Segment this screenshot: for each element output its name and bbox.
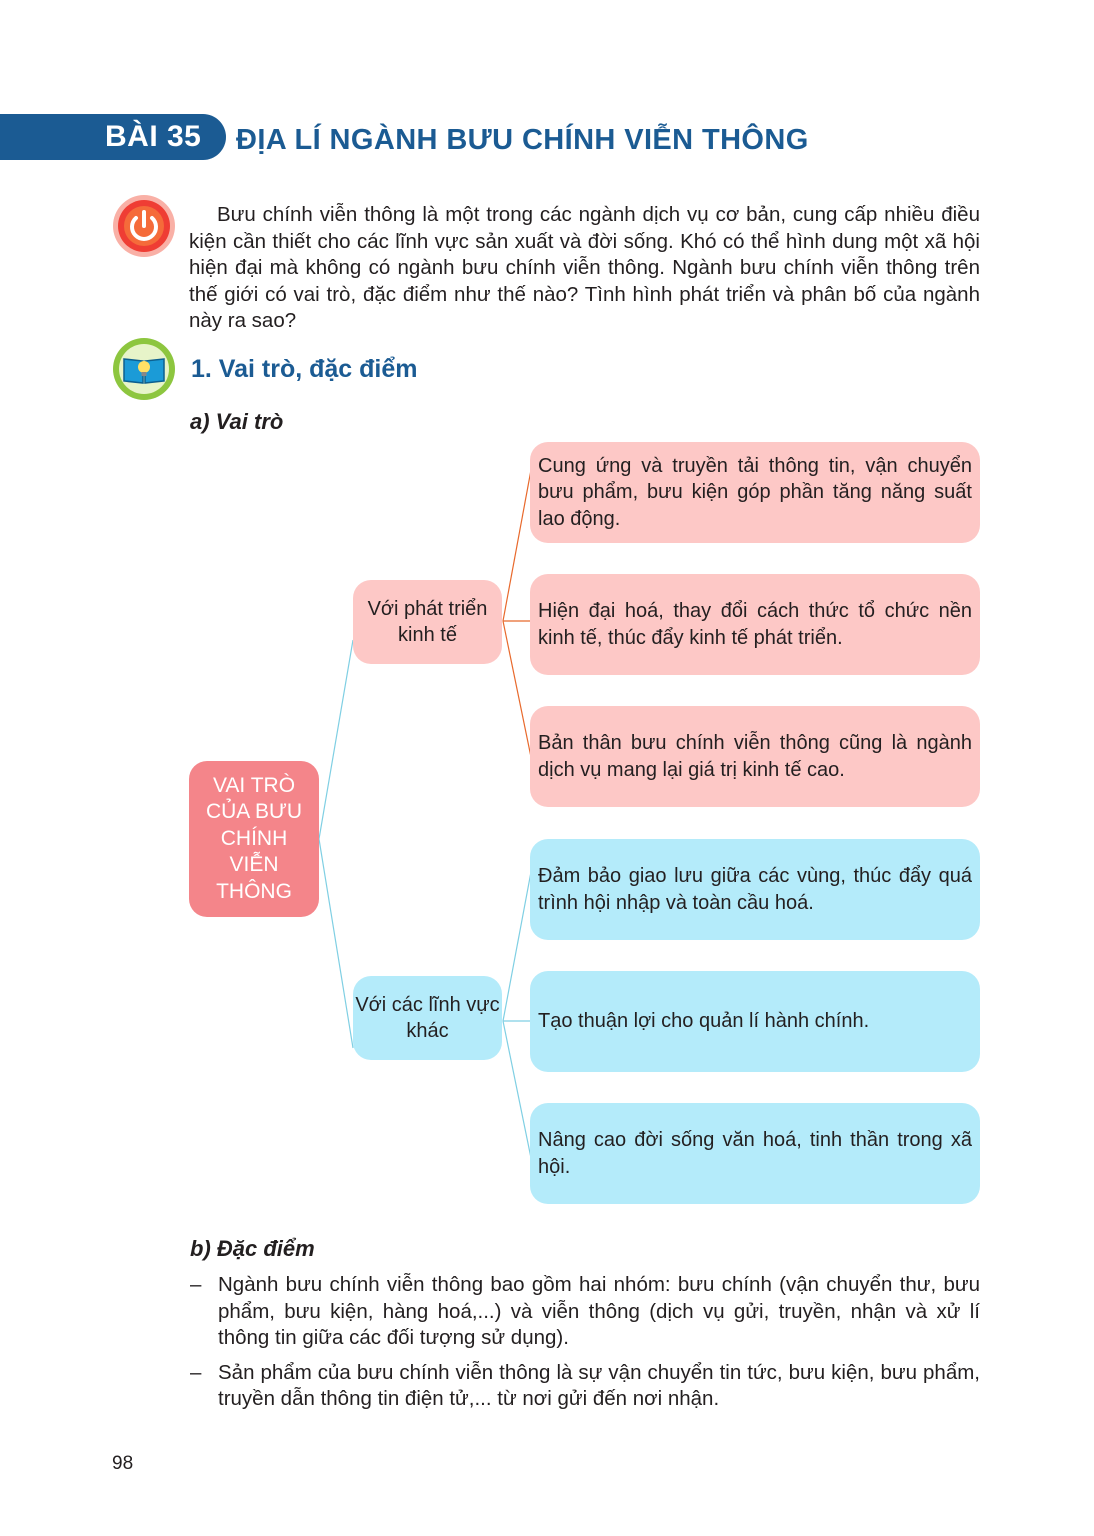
- mindmap-branch-economic: [353, 580, 502, 664]
- mindmap-root: [189, 761, 319, 917]
- econ-item-3-text: Bản thân bưu chính viễn thông cũng là ngành dịch vụ mang lại giá trị kinh tế cao.: [538, 732, 972, 781]
- econ-item-1-text: Cung ứng và truyền tải thông tin, vận chuyển bưu phẩm, bưu kiện góp phần tăng năng suất lao động.: [538, 454, 972, 530]
- connector-root-economic: [319, 640, 353, 839]
- page-number: 98: [112, 1453, 134, 1474]
- characteristic-item: – Ngành bưu chính viễn thông bao gồm hai nhóm: bưu chính (vận chuyển thư, bưu phẩm, bưu kiện, hàng hoá,...) và viễn thông (dịch vụ gửi, truyền, nhận và xử lí thông tin giữa các đối tượng sử dụng).: [190, 1272, 980, 1352]
- sub-heading-characteristics: b) Đặc điểm: [190, 1236, 315, 1261]
- lesson-label: BÀI 35: [105, 120, 202, 153]
- econ-item-2-text: Hiện đại hoá, thay đổi cách thức tổ chức nền kinh tế, thúc đẩy kinh tế phát triển.: [538, 600, 972, 649]
- intro-paragraph: Bưu chính viễn thông là một trong các ngành dịch vụ cơ bản, cung cấp nhiều điều kiện cần thiết cho các lĩnh vực sản xuất và đời sống. Khó có thể hình dung một xã hội hiện đại mà không có ngành bưu chính viễn thông. Ngành bưu chính viễn thông trên thế giới có vai trò, đặc điểm như thế nào? Tình hình phát triển và phân bố của ngành này ra sao?: [189, 203, 980, 332]
- econ-item-3: [530, 706, 980, 807]
- sub-heading-role: a) Vai trò: [190, 409, 284, 434]
- connector-other-3: [503, 1021, 531, 1158]
- connector-econ-1: [503, 470, 531, 621]
- other-item-1: [530, 839, 980, 940]
- section-heading: 1. Vai trò, đặc điểm: [191, 355, 418, 383]
- econ-item-2: [530, 574, 980, 675]
- characteristic-item: – Sản phẩm của bưu chính viễn thông là sự vận chuyển tin tức, bưu kiện, bưu phẩm, truyền dẫn thông tin điện tử,... từ nơi gửi đến nơi nhận.: [190, 1360, 980, 1413]
- other-item-2-text: Tạo thuận lợi cho quản lí hành chính.: [538, 1010, 870, 1033]
- other-item-3-text: Nâng cao đời sống văn hoá, tinh thần trong xã hội.: [538, 1129, 972, 1178]
- branch-economic-label: Với phát triển kinh tế: [367, 597, 488, 646]
- mindmap-root-label: VAI TRÒ CỦA BƯU CHÍNH VIỄN THÔNG: [205, 773, 303, 903]
- other-item-1-text: Đảm bảo giao lưu giữa các vùng, thúc đẩy quá trình hội nhập và toàn cầu hoá.: [538, 865, 972, 914]
- connector-other-1: [503, 872, 531, 1021]
- branch-other-label: Với các lĩnh vực khác: [355, 993, 500, 1042]
- connector-econ-3: [503, 621, 531, 757]
- characteristics-list: [190, 1272, 980, 1421]
- other-item-3: [530, 1103, 980, 1204]
- lesson-title: ĐỊA LÍ NGÀNH BƯU CHÍNH VIỄN THÔNG: [236, 124, 809, 156]
- connector-root-other: [319, 839, 353, 1048]
- other-item-2: [530, 971, 980, 1072]
- mindmap-branch-other: [353, 976, 502, 1060]
- econ-item-1: [530, 442, 980, 543]
